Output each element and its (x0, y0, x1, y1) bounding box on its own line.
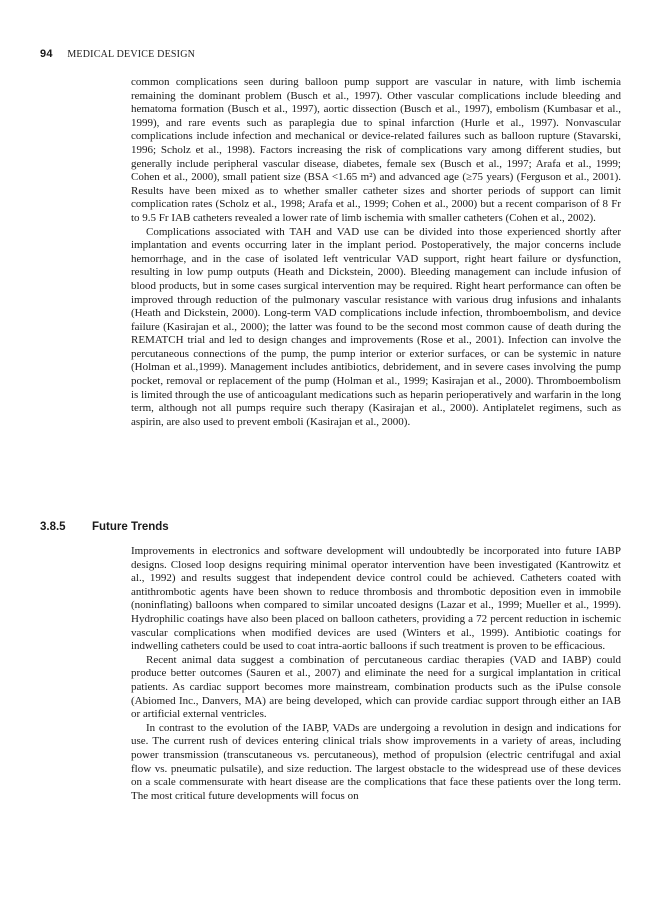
paragraph: common complications seen during balloon pump support are vascular in nature, with limb ischemia remaining the dominant problem (Busch et al., 1997). Other vascular complications include bleeding and hematoma formation (Busch et al., 1997), aortic dissection (Busch et al., 1997), embolism (Kumbasar et al., 1999), and rare events such as paraplegia due to spinal infarction (Hurle et al., 1997). Nonvascular complications include infection and mechanical or device-related failures such as balloon rupture (Stavarski, 1996; Scholz et al., 1998). Factors increasing the risk of complications vary among different studies, but generally include peripheral vascular disease, diabetes, female sex (Busch et al., 1997; Arafa et al., 1999; Cohen et al., 2000), small patient size (BSA <1.65 m²) and advanced age (≥75 years) (Ferguson et al., 2001). Results have been mixed as to whether smaller catheter sizes and shorter periods of support can limit complication rates (Scholz et al., 1998; Arafa et al., 1999; Cohen et al., 2000) but a recent comparison of 8 Fr to 9.5 Fr IAB catheters revealed a lower rate of limb ischemia with smaller catheters (Cohen et al., 2002). (131, 76, 621, 224)
paragraph: Improvements in electronics and software development will undoubtedly be incorporated into future IABP designs. Closed loop designs requiring minimal operator intervention have been investigated (Kantrowitz et al., 1992) and results suggest that independent device control could be achieved. Catheters coated with antithrombotic agents have been shown to reduce thrombosis and thrombotic deposition even in immobile (noninflating) balloons when compared to similar uncoated designs (Lazar et al., 1999; Mueller et al., 1999). Hydrophilic coatings have also been placed on balloon catheters, providing a 72 percent reduction in ischemic vascular complications when modified devices are used (Winters et al., 1999). Antibiotic coatings for indwelling catheters could be used to coat intra-aortic balloons if such treatment is proven to be efficacious. (131, 545, 621, 653)
body-text-block (131, 545, 621, 803)
paragraph: Complications associated with TAH and VAD use can be divided into those experienced shortly after implantation and events occurring later in the implant period. Postoperatively, the major concerns include hemorrhage, and in the case of isolated left ventricular VAD support, right heart failure or dysfunction, resulting in low pump outputs (Heath and Dickstein, 2000). Bleeding management can include infusion of blood products, but in some cases surgical intervention may be required. Right heart performance can often be improved through reduction of the pulmonary vascular resistance with various drug infusions and inhalants (Heath and Dickstein, 2000). Long-term VAD complications include infection, thromboembolism, and device failure (Kasirajan et al., 2000); the latter was found to be the second most common cause of death during the REMATCH trial and led to design changes and improvements (Rose et al., 2001). Infection can involve the percutaneous connections of the pump, the pump interior or exterior surfaces, or can be systemic in nature (Holman et al.,1999). Management includes antibiotics, debridement, and in severe cases involving the pump pocket, removal or replacement of the pump (Holman et al., 1999; Kasirajan et al., 2000). Thromboembolism is limited through the use of anticoagulant medications such as heparin perioperatively and warfarin in the long term, although not all pumps require such therapy (Kasirajan et al., 2000). Antiplatelet regimens, such as aspirin, are also used to prevent emboli (Kasirajan et al., 2000). (131, 225, 621, 428)
running-title: MEDICAL DEVICE DESIGN (67, 49, 196, 60)
section-heading (40, 521, 169, 533)
running-header (40, 48, 195, 60)
section-title: Future Trends (92, 521, 169, 533)
body-text-block (131, 76, 621, 429)
paragraph: Recent animal data suggest a combination of percutaneous cardiac therapies (VAD and IABP) could produce better outcomes (Sauren et al., 2007) and eliminate the need for a surgical implantation in critical patients. As cardiac support becomes more mainstream, combination products such as the iPulse console (Abiomed Inc., Danvers, MA) are being developed, which can provide cardiac support through either an IAB or artificial external ventricles. (131, 653, 621, 721)
page-number: 94 (40, 48, 53, 60)
section-number: 3.8.5 (40, 521, 66, 533)
paragraph: In contrast to the evolution of the IABP, VADs are undergoing a revolution in design and indications for use. The current rush of devices entering clinical trials show improvements in a variety of areas, including power transmission (transcutaneous vs. percutaneous), method of propulsion (electric centrifugal and axial flow vs. pneumatic pulsatile), and size reduction. The largest obstacle to the widespread use of these devices on a scale commensurate with heart disease are the complications that face these patients over the long term. The most critical future developments will focus on (131, 721, 621, 802)
